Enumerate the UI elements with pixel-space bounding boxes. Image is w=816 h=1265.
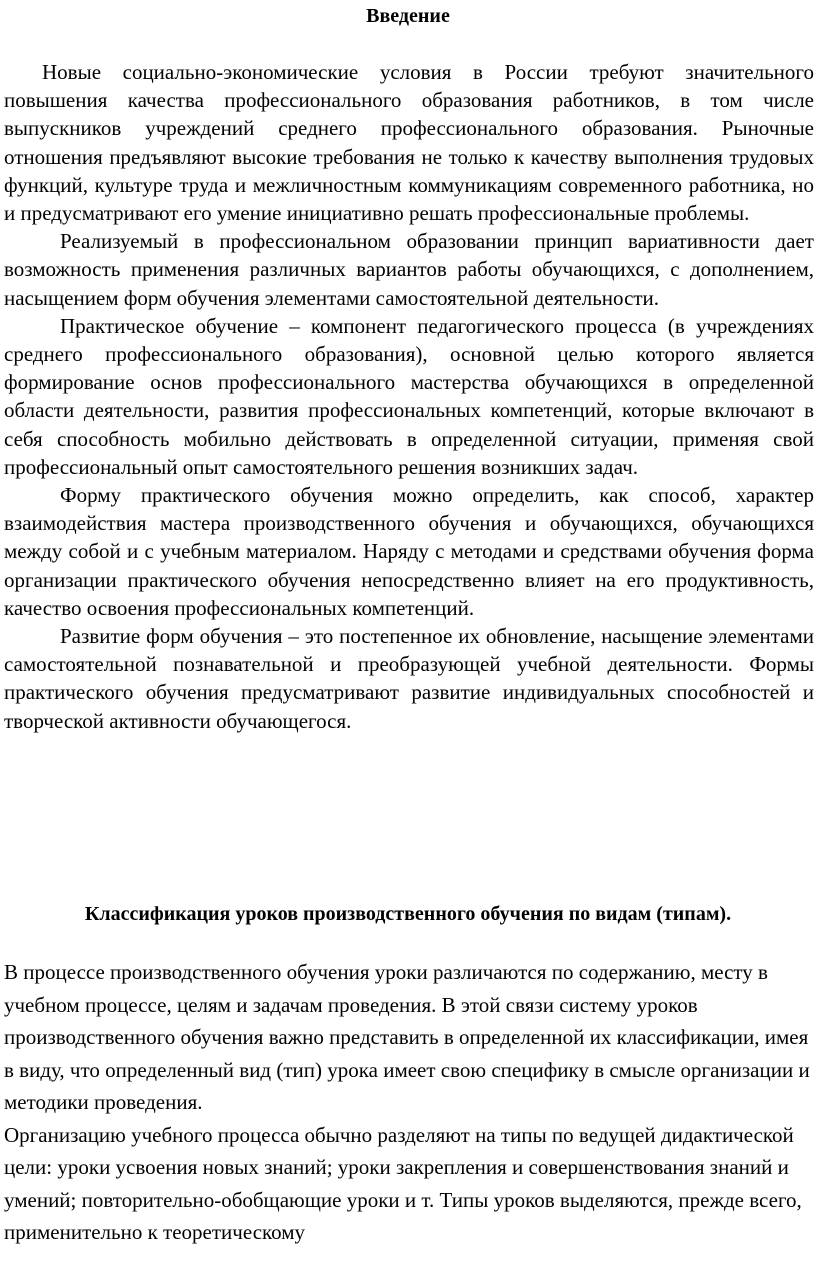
- classification-text: [4, 956, 816, 1249]
- intro-paragraph-4: Форму практического обучения можно определить, как способ, характер взаимодействия мастера производственного обучения и обучающихся, обучающихся между собой и с учебным материалом. Наряду с методами и средствами обучения форма организации практического обучения непосредственно влияет на его продуктивность, качество освоения профессиональных компетенций.: [4, 483, 814, 620]
- classification-paragraph-2: Организацию учебного процесса обычно разделяют на типы по ведущей дидактической цели: уроки усвоения новых знаний; уроки закрепления и совершенствования знаний и умений; повторительно-обобщающие уроки и т. Типы уроков выделяются, прежде всего, применительно к теоретическому: [4, 1122, 802, 1244]
- page-title: Введение: [366, 5, 450, 27]
- intro-paragraph-1: Новые социально-экономические условия в России требуют значительного повышения качества профессионального образования работников, в том числе выпускников учреждений среднего профессионального образования. Рыночные отношения предъявляют высокие требования не только к качеству выполнения трудовых функций, культуре труда и межличностным коммуникациям современного работника, но и предусматривают его умение инициативно решать профессиональные проблемы.: [4, 60, 814, 226]
- intro-text: [4, 58, 814, 735]
- intro-paragraph-2: Реализуемый в профессиональном образовании принцип вариативности дает возможность применения различных вариантов работы обучающихся, с дополнением, насыщением форм обучения элементами самостоятельной деятельности.: [4, 229, 814, 310]
- intro-paragraph-5: Развитие форм обучения – это постепенное их обновление, насыщение элементами самостоятельной познавательной и преобразующей учебной деятельности. Формы практического обучения предусматривают развитие индивидуальных способностей и творческой активности обучающегося.: [4, 624, 814, 733]
- section-heading: Классификация уроков производственного обучения по видам (типам).: [84, 903, 732, 925]
- intro-paragraph-3: Практическое обучение – компонент педагогического процесса (в учреждениях среднего профессионального образования), основной целью которого является формирование основ профессионального мастерства обучающихся в определенной области деятельности, развития профессиональных компетенций, которые включают в себя способность мобильно действовать в определенной ситуации, применяя свой профессиональный опыт самостоятельного решения возникших задач.: [4, 313, 814, 479]
- classification-paragraph-1: В процессе производственного обучения уроки различаются по содержанию, месту в учебном процессе, целям и задачам проведения. В этой связи систему уроков производственного обучения важно представить в определенной их классификации, имея в виду, что определенный вид (тип) урока имеет свою специфику в смысле организации и методики проведения.: [4, 960, 810, 1114]
